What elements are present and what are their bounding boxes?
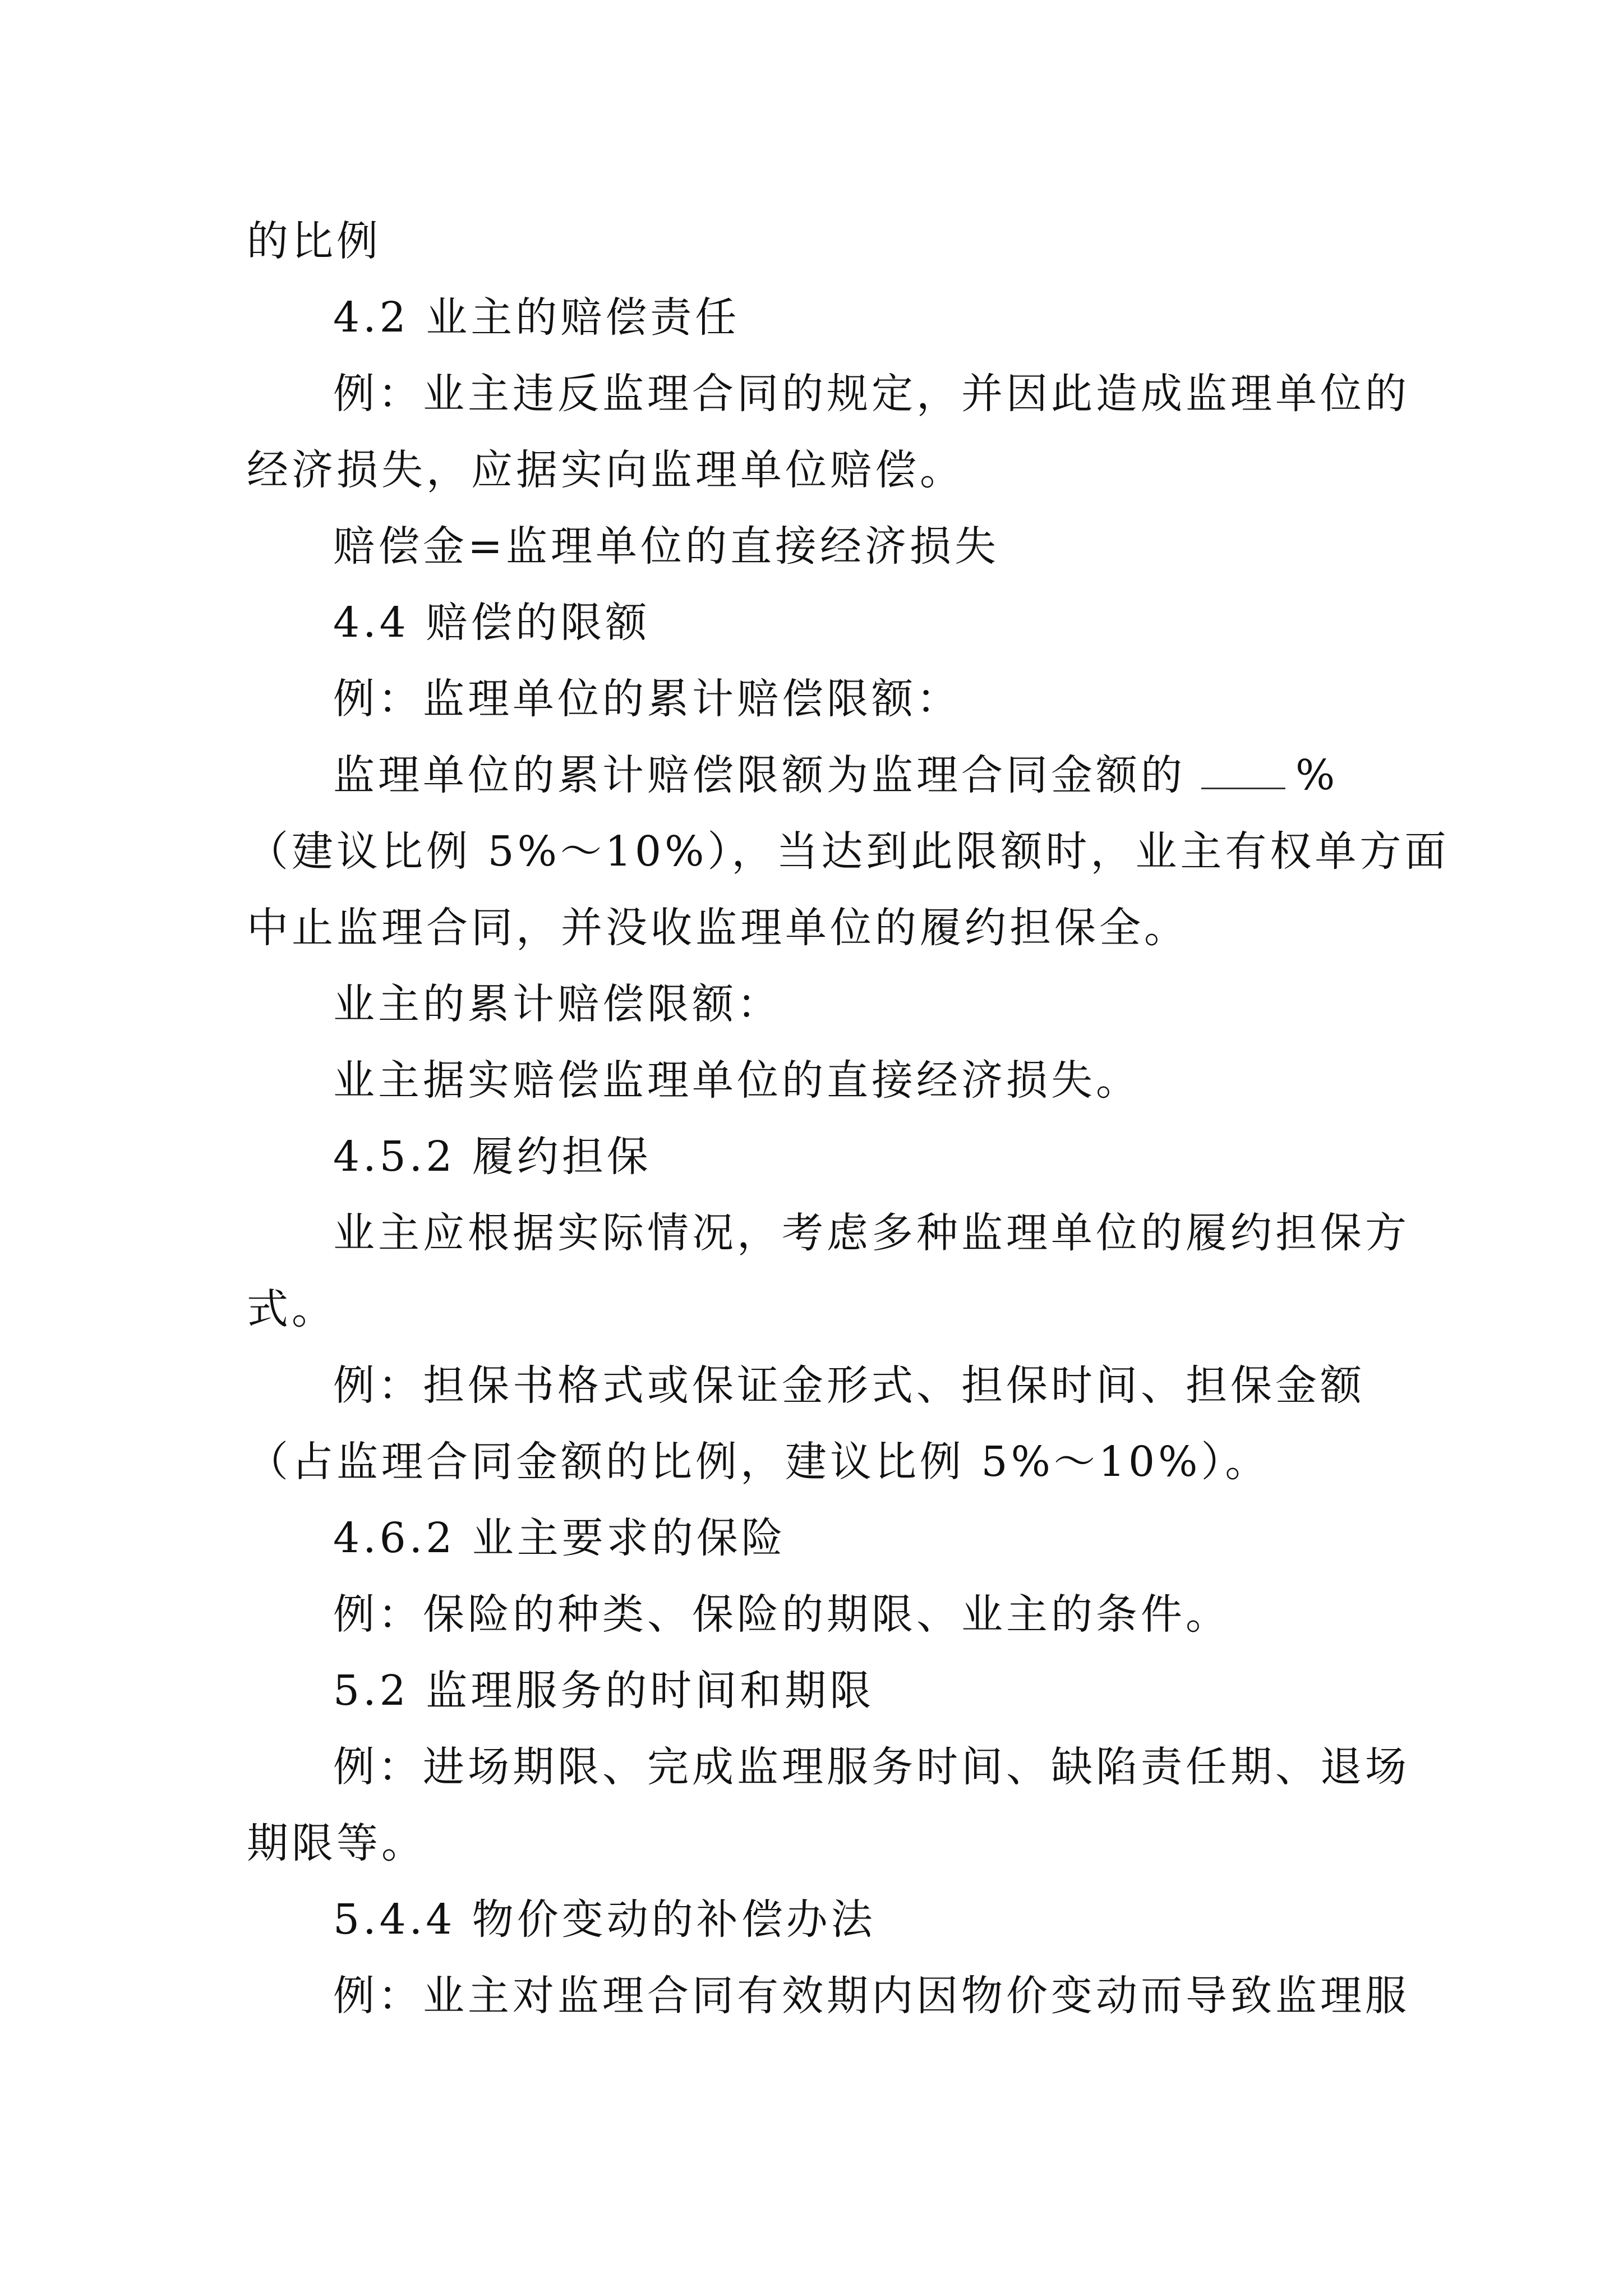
paragraph-line: （建议比例 5%～10%），当达到此限额时，业主有权单方面 xyxy=(247,827,1450,876)
paragraph-line: 中止监理合同，并没收监理单位的履约担保全。 xyxy=(247,904,1189,952)
paragraph-line: 式。 xyxy=(247,1285,336,1333)
section-heading-4-2: 4.2 业主的赔偿责任 xyxy=(333,293,740,342)
paragraph-line: 经济损失，应据实向监理单位赔偿。 xyxy=(247,446,965,494)
paragraph-line: 期限等。 xyxy=(247,1819,426,1867)
paragraph-line-with-blank xyxy=(247,737,1385,813)
percent-sign: % xyxy=(1295,751,1339,799)
paragraph-line: 例：业主违反监理合同的规定，并因此造成监理单位的 xyxy=(333,370,1410,418)
section-heading-5-4-4: 5.4.4 物价变动的补偿办法 xyxy=(333,1895,876,1944)
paragraph-line: （占监理合同金额的比例，建议比例 5%～10%）。 xyxy=(247,1438,1270,1486)
blank-sentence-text: 监理单位的累计赔偿限额为监理合同金额的 xyxy=(333,751,1186,799)
section-heading-4-4: 4.4 赔偿的限额 xyxy=(333,599,651,647)
section-heading-4-6-2: 4.6.2 业主要求的保险 xyxy=(333,1514,786,1562)
paragraph-line: 例：担保书格式或保证金形式、担保时间、担保金额 xyxy=(333,1361,1365,1410)
paragraph-line: 例：监理单位的累计赔偿限额： xyxy=(333,675,961,723)
paragraph-line: 赔偿金=监理单位的直接经济损失 xyxy=(333,522,1000,570)
paragraph-line: 业主应根据实际情况，考虑多种监理单位的履约担保方 xyxy=(333,1209,1410,1257)
paragraph-line: 例：业主对监理合同有效期内因物价变动而导致监理服 xyxy=(333,1972,1410,2020)
paragraph-line: 例：进场期限、完成监理服务时间、缺陷责任期、退场 xyxy=(333,1743,1410,1791)
paragraph-line: 业主的累计赔偿限额： xyxy=(333,980,782,1028)
document-body xyxy=(247,203,1450,2034)
paragraph-line: 业主据实赔偿监理单位的直接经济损失。 xyxy=(333,1056,1141,1105)
paragraph-line: 的比例 xyxy=(247,217,381,265)
section-heading-5-2: 5.2 监理服务的时间和期限 xyxy=(333,1667,875,1715)
paragraph-line: 例：保险的种类、保险的期限、业主的条件。 xyxy=(333,1590,1230,1639)
section-heading-4-5-2: 4.5.2 履约担保 xyxy=(333,1133,652,1181)
fill-in-blank xyxy=(1201,754,1285,789)
